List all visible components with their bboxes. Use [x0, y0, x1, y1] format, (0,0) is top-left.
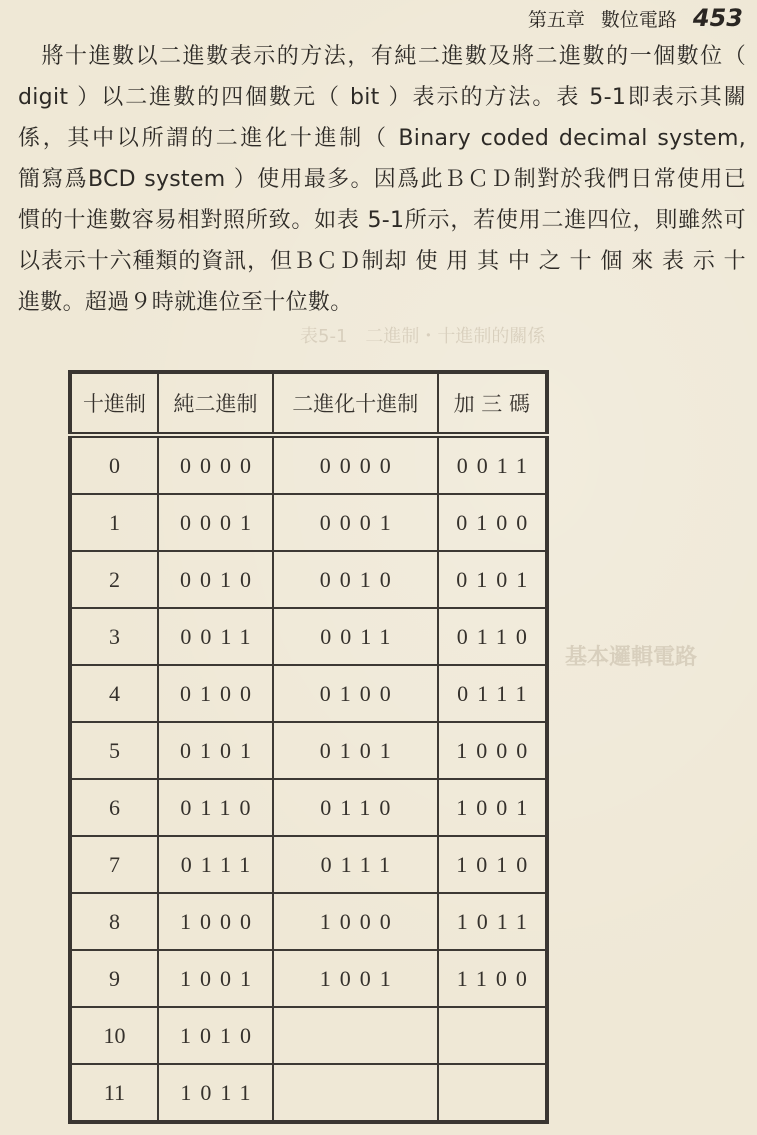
cell-bcd: 0110: [273, 779, 438, 836]
table-header-row: [70, 372, 547, 435]
cell-bcd: 1000: [273, 893, 438, 950]
cell-excess-three: [438, 1064, 547, 1122]
cell-pure-binary: 0100: [158, 665, 273, 722]
cell-bcd: 0111: [273, 836, 438, 893]
bleedthrough-heading: 基本邏輯電路: [565, 645, 698, 670]
cell-excess-three: 0111: [438, 665, 547, 722]
cell-bcd: 0100: [273, 665, 438, 722]
cell-bcd: 0011: [273, 608, 438, 665]
cell-decimal: 3: [70, 608, 158, 665]
page-header: [528, 4, 743, 32]
table-row: [70, 893, 547, 950]
body-paragraph: [18, 36, 746, 323]
paragraph-line: 係，其中以所謂的二進化十進制（ Binary coded decimal system,: [18, 126, 746, 151]
cell-bcd: 0010: [273, 551, 438, 608]
cell-decimal: 4: [70, 665, 158, 722]
cell-pure-binary: 0110: [158, 779, 273, 836]
table-row: [70, 779, 547, 836]
table-row: [70, 551, 547, 608]
table-row: [70, 494, 547, 551]
cell-pure-binary: 0000: [158, 435, 273, 494]
cell-bcd: 0101: [273, 722, 438, 779]
cell-pure-binary: 1011: [158, 1064, 273, 1122]
cell-decimal: 10: [70, 1007, 158, 1064]
cell-excess-three: [438, 1007, 547, 1064]
cell-excess-three: 1000: [438, 722, 547, 779]
cell-decimal: 9: [70, 950, 158, 1007]
bcd-code-table: [68, 370, 549, 1124]
paragraph-line: 進數。超過９時就進位至十位數。: [18, 290, 353, 315]
cell-decimal: 5: [70, 722, 158, 779]
table-row: [70, 950, 547, 1007]
cell-bcd: [273, 1007, 438, 1064]
table-row: [70, 435, 547, 494]
header-decimal: 十進制: [70, 372, 158, 435]
header-excess-three: 加 三 碼: [438, 372, 547, 435]
cell-pure-binary: 0101: [158, 722, 273, 779]
table-row: [70, 1064, 547, 1122]
cell-pure-binary: 0011: [158, 608, 273, 665]
page-number: 453: [692, 4, 743, 32]
table-row: [70, 836, 547, 893]
cell-excess-three: 0100: [438, 494, 547, 551]
cell-decimal: 2: [70, 551, 158, 608]
paragraph-line: 慣的十進數容易相對照所致。如表 5-1所示，若使用二進四位，則雖然可: [18, 208, 746, 233]
section-title: 數位電路: [600, 9, 677, 31]
cell-bcd: 0000: [273, 435, 438, 494]
cell-pure-binary: 1000: [158, 893, 273, 950]
table-row: [70, 665, 547, 722]
chapter-label: 第五章: [527, 9, 585, 31]
paragraph-line: 將十進數以二進數表示的方法，有純二進數及將二進數的一個數位（: [18, 44, 746, 69]
bleedthrough-caption: 表5-1 二進制・十進制的關係: [300, 326, 546, 347]
cell-excess-three: 0110: [438, 608, 547, 665]
cell-excess-three: 1100: [438, 950, 547, 1007]
cell-decimal: 11: [70, 1064, 158, 1122]
cell-decimal: 7: [70, 836, 158, 893]
paragraph-line: 以表示十六種類的資訊，但ＢＣＤ制却 使 用 其 中 之 十 個 來 表 示 十: [18, 249, 746, 274]
header-bcd: 二進化十進制: [273, 372, 438, 435]
cell-pure-binary: 0111: [158, 836, 273, 893]
cell-excess-three: 1010: [438, 836, 547, 893]
cell-excess-three: 1001: [438, 779, 547, 836]
cell-decimal: 0: [70, 435, 158, 494]
cell-pure-binary: 0010: [158, 551, 273, 608]
paragraph-line: digit ）以二進數的四個數元（ bit ）表示的方法。表 5-1即表示其關: [18, 85, 746, 110]
cell-decimal: 6: [70, 779, 158, 836]
cell-excess-three: 0101: [438, 551, 547, 608]
cell-pure-binary: 1001: [158, 950, 273, 1007]
table-row: [70, 608, 547, 665]
cell-bcd: 1001: [273, 950, 438, 1007]
cell-decimal: 8: [70, 893, 158, 950]
table-row: [70, 722, 547, 779]
paragraph-line: 簡寫爲BCD system ）使用最多。因爲此ＢＣＤ制對於我們日常使用已: [18, 167, 746, 192]
cell-excess-three: 0011: [438, 435, 547, 494]
cell-pure-binary: 0001: [158, 494, 273, 551]
cell-bcd: 0001: [273, 494, 438, 551]
cell-excess-three: 1011: [438, 893, 547, 950]
cell-bcd: [273, 1064, 438, 1122]
header-pure-binary: 純二進制: [158, 372, 273, 435]
cell-pure-binary: 1010: [158, 1007, 273, 1064]
cell-decimal: 1: [70, 494, 158, 551]
table-row: [70, 1007, 547, 1064]
